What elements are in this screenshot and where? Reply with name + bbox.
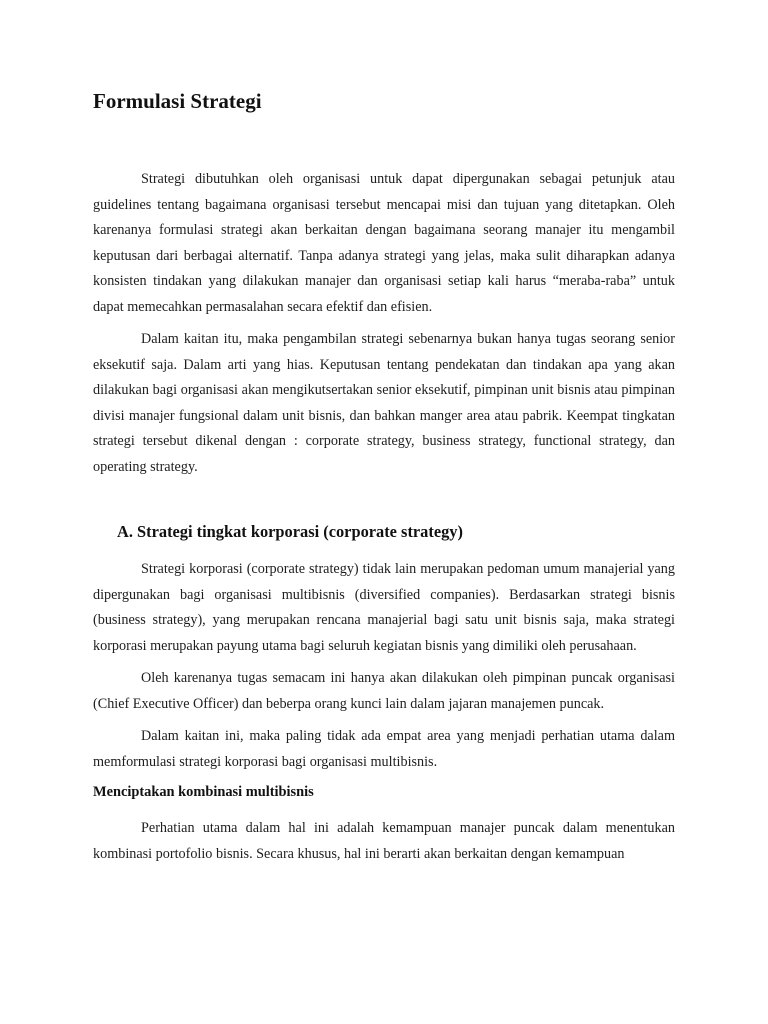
spacer bbox=[93, 116, 675, 167]
intro-paragraph-2: Dalam kaitan itu, maka pengambilan strategi sebenarnya bukan hanya tugas seorang senior eksekutif saja. Dalam arti yang hias. Keputusan tentang pendekatan dan tindakan apa yang akan dilakukan bagi organisasi akan mengikutsertakan senior eksekutif, pimpinan unit bisnis atau pimpinan divisi manajer fungsional dalam unit bisnis, dan bahkan manger area atau pabrik. Keempat tingkatan strategi tersebut dikenal dengan : corporate strategy, business strategy, functional strategy, dan operating strategy. bbox=[93, 331, 675, 475]
section-a-paragraph-3: Dalam kaitan ini, maka paling tidak ada empat area yang menjadi perhatian utama dalam memformulasi strategi korporasi bagi organisasi multibisnis. bbox=[93, 728, 675, 770]
document-title: Formulasi Strategi bbox=[93, 89, 262, 113]
subsection-paragraph: Perhatian utama dalam hal ini adalah kemampuan manajer puncak dalam menentukan kombinasi portofolio bisnis. Secara khusus, hal ini berarti akan berkaitan dengan kemampuan bbox=[93, 820, 675, 862]
spacer bbox=[93, 659, 675, 666]
section-a-paragraph-2: Oleh karenanya tugas semacam ini hanya akan dilakukan oleh pimpinan puncak organisasi (Chief Executive Officer) dan beberpa orang kunci lain dalam jajaran manajemen puncak. bbox=[93, 670, 675, 712]
section-heading-a: A. Strategi tingkat korporasi (corporate strategy) bbox=[117, 522, 463, 541]
spacer bbox=[93, 480, 675, 520]
spacer bbox=[93, 320, 675, 327]
intro-paragraph-1: Strategi dibutuhkan oleh organisasi untuk dapat dipergunakan sebagai petunjuk atau guidelines tentang bagaimana organisasi tersebut mencapai misi dan tujuan yang ditetapkan. Oleh karenanya formulasi strategi akan berkaitan dengan bagaimana seorang manajer itu mengambil keputusan dari berbagai alternatif. Tanpa adanya strategi yang jelas, maka sulit diharapkan adanya konsisten tindakan yang dilakukan manajer dan organisasi setiap kali harus “meraba-raba” untuk dapat memecahkan permasalahan secara efektif dan efisien. bbox=[93, 171, 675, 315]
section-a-paragraph-1: Strategi korporasi (corporate strategy) tidak lain merupakan pedoman umum manajerial yang dipergunakan bagi organisasi multibisnis (diversified companies). Berdasarkan strategi bisnis (business strategy), yang merupakan rencana manajerial bagi satu unit bisnis saja, maka strategi korporasi merupakan payung utama bagi seluruh kegiatan bisnis yang dimiliki oleh perusahaan. bbox=[93, 561, 675, 654]
spacer bbox=[93, 717, 675, 724]
spacer bbox=[93, 804, 675, 816]
document-body bbox=[93, 86, 675, 867]
subheading: Menciptakan kombinasi multibisnis bbox=[93, 784, 314, 800]
spacer bbox=[93, 544, 675, 557]
